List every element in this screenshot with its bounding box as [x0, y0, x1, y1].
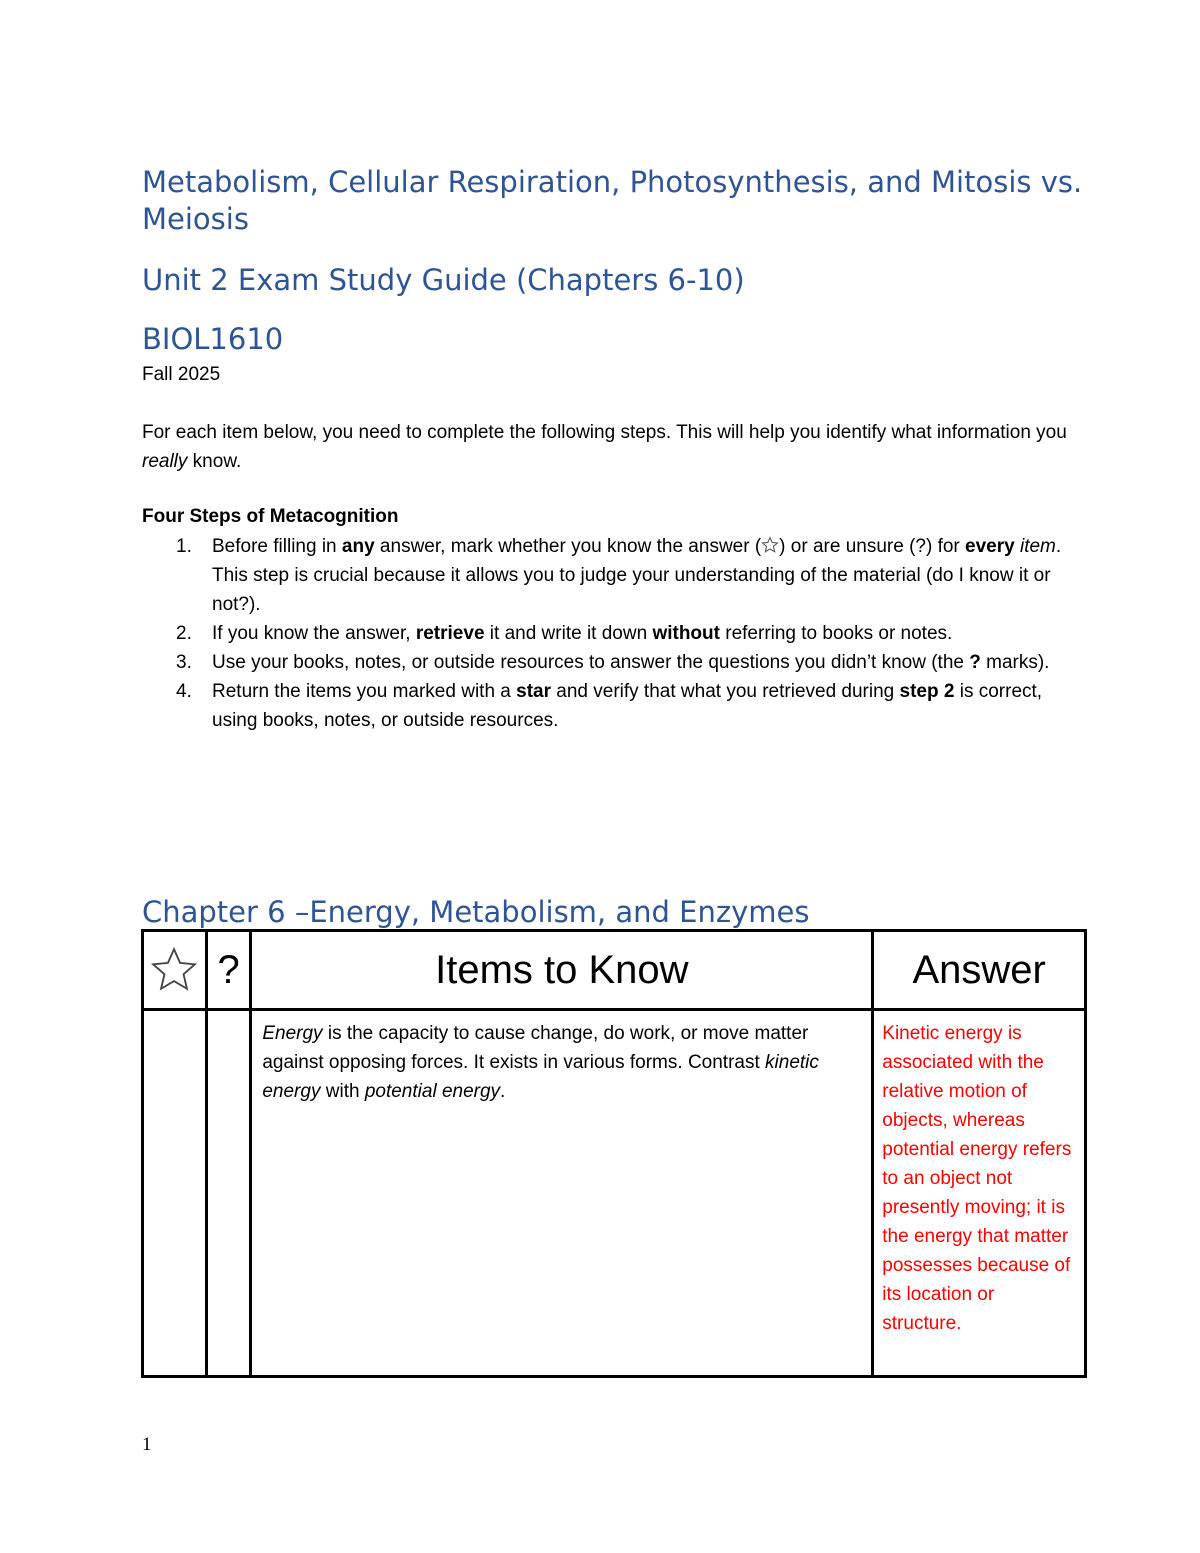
intro-paragraph: [142, 418, 1072, 476]
step-bold: star: [516, 681, 551, 702]
table-header-row: [143, 931, 1086, 1010]
term-label: Fall 2025: [142, 364, 221, 385]
step-number: 4.: [176, 681, 192, 702]
step-text: answer, mark whether you know the answer (: [374, 536, 762, 557]
intro-text-end: know.: [187, 451, 242, 472]
item-emphasis: Energy: [262, 1023, 323, 1044]
step-text: referring to books or notes.: [719, 623, 953, 644]
table-row: [143, 1010, 1086, 1377]
chapter-heading: Chapter 6 –Energy, Metabolism, and Enzymes: [142, 895, 810, 929]
step-number: 3.: [176, 652, 192, 673]
step-item: [142, 648, 1072, 677]
step-bold: retrieve: [415, 623, 485, 644]
step-text: is correct, using books, notes, or outside resources.: [212, 681, 1043, 731]
item-text-part: with: [320, 1081, 365, 1102]
step-bold: without: [652, 623, 720, 644]
step-item: [142, 532, 1072, 619]
header-star-cell: [143, 931, 207, 1010]
answer-text: Kinetic energy is associated with the relative motion of objects, whereas potential energy refers to an object not presently moving; it is the energy that matter possesses because of its location or structure.: [882, 1023, 1072, 1334]
star-icon: [761, 536, 779, 554]
star-icon: [149, 945, 199, 995]
step-emphasis: item: [1019, 536, 1056, 557]
step-text: marks).: [980, 652, 1050, 673]
step-text: and verify that what you retrieved during: [551, 681, 900, 702]
step-item: [142, 619, 1072, 648]
item-text-part: is the capacity to cause change, do work, or move matter against opposing forces. It exists in various forms. Contrast: [262, 1023, 809, 1073]
step-item: [142, 677, 1072, 735]
item-cell: [251, 1010, 873, 1377]
step-bold: step 2: [899, 681, 955, 702]
step-number: 1.: [176, 536, 192, 557]
answer-cell[interactable]: [873, 1010, 1086, 1377]
document-subtitle: Unit 2 Exam Study Guide (Chapters 6-10): [142, 263, 745, 297]
star-mark-cell[interactable]: [143, 1010, 207, 1377]
step-bold: every: [965, 536, 1015, 557]
header-items-cell: Items to Know: [251, 931, 873, 1010]
steps-heading: Four Steps of Metacognition: [142, 506, 399, 527]
step-text: Use your books, notes, or outside resources to answer the questions you didn’t know (the: [212, 652, 970, 673]
document-title: Metabolism, Cellular Respiration, Photosynthesis, and Mitosis vs. Meiosis: [142, 165, 1083, 236]
step-bold: ?: [969, 652, 981, 673]
step-text: Before filling in: [212, 536, 342, 557]
item-emphasis: potential energy: [364, 1081, 501, 1102]
unsure-mark-cell[interactable]: [206, 1010, 251, 1377]
header-question-cell: ?: [206, 931, 251, 1010]
item-emphasis: kinetic energy: [262, 1052, 819, 1102]
intro-emphasis: really: [142, 451, 188, 472]
step-number: 2.: [176, 623, 192, 644]
steps-list: [142, 532, 1072, 735]
step-text: Return the items you marked with a: [212, 681, 517, 702]
item-text-part: .: [500, 1081, 506, 1102]
step-text: it and write it down: [484, 623, 653, 644]
intro-text: For each item below, you need to complete the following steps. This will help you identify what information you: [142, 422, 1067, 443]
item-text: [252, 1011, 871, 1106]
header-answer-cell: Answer: [873, 931, 1086, 1010]
step-text: If you know the answer,: [212, 623, 416, 644]
step-text: ) or are unsure (?) for: [779, 536, 966, 557]
course-code: BIOL1610: [142, 322, 284, 356]
step-bold: any: [341, 536, 375, 557]
study-table: [141, 929, 1087, 1378]
step-text: . This step is crucial because it allows you to judge your understanding of the material (do I know it or not?).: [212, 536, 1062, 615]
page-number: 1: [142, 1434, 152, 1455]
